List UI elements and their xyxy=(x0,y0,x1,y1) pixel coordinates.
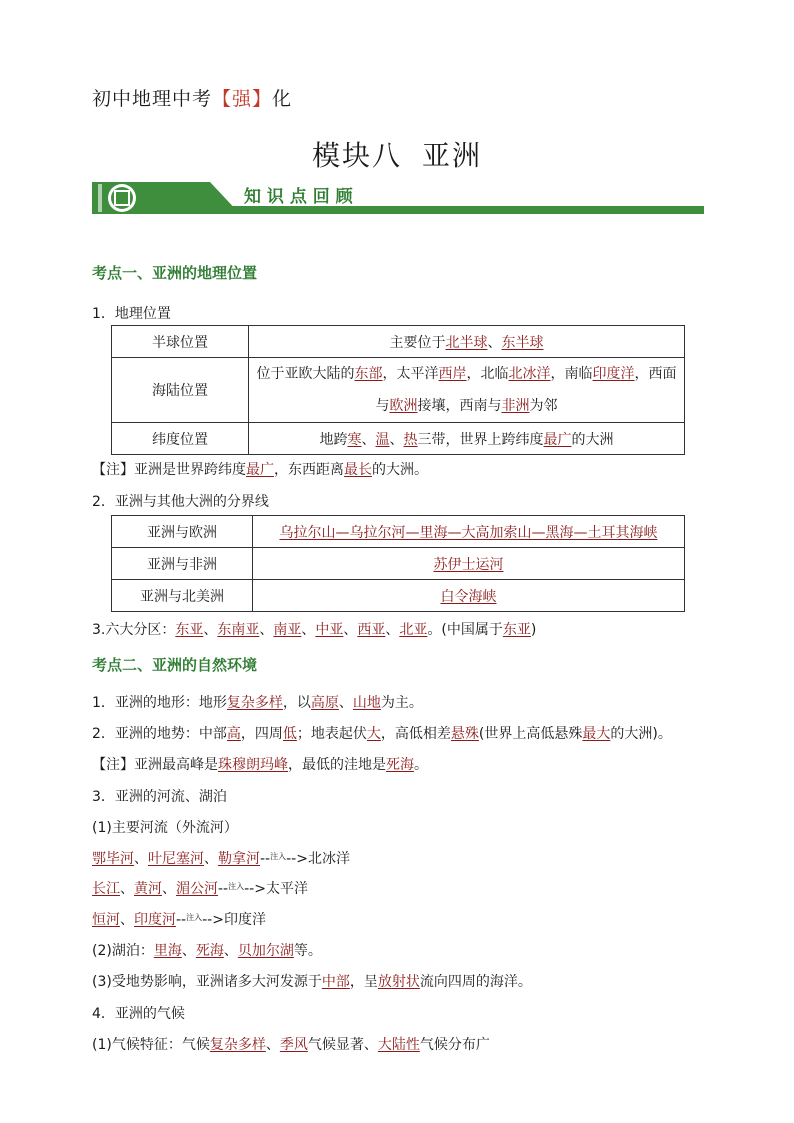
kp2-line-1: 1．亚洲的地形：地形复杂多样，以高原、山地为主。 xyxy=(92,695,423,711)
table-row xyxy=(112,548,685,580)
boundary-table xyxy=(111,515,685,612)
title-asia: 亚洲 xyxy=(422,139,483,172)
kp2-line-9: (2)湖泊：里海、死海、贝加尔湖等。 xyxy=(92,943,322,959)
kp2-line-4: 3．亚洲的河流、湖泊 xyxy=(92,789,227,805)
kp2-heading: 考点二、亚洲的自然环境 xyxy=(92,656,258,674)
kp2-line-10: (3)受地势影响，亚洲诸多大河发源于中部，呈放射状流向四周的海洋。 xyxy=(92,974,532,990)
table-key: 纬度位置 xyxy=(112,423,249,455)
kp2-line-2: 2．亚洲的地势：中部高，四周低；地表起伏大，高低相差悬殊(世界上高低悬殊最大的大洲)。 xyxy=(92,726,672,742)
table-key: 半球位置 xyxy=(112,326,249,358)
table-value: 主要位于北半球、东半球 xyxy=(249,326,685,358)
subject-prefix: 初中地理中考 xyxy=(92,88,213,110)
kp1-s1: 1．地理位置 xyxy=(92,306,171,322)
table-row xyxy=(112,516,685,548)
kp1-s2: 2．亚洲与其他大洲的分界线 xyxy=(92,494,269,510)
table-value: 白令海峡 xyxy=(253,580,685,612)
kp1-heading: 考点一、亚洲的地理位置 xyxy=(92,264,258,282)
table-row xyxy=(112,580,685,612)
subject-line xyxy=(92,84,292,111)
table-key: 海陆位置 xyxy=(112,358,249,423)
kp1-s3: 3.六大分区：东亚、东南亚、南亚、中亚、西亚、北亚。(中国属于东亚) xyxy=(92,622,537,638)
subject-bracket: 【强】 xyxy=(212,88,273,110)
kp2-line-5: (1)主要河流（外流河） xyxy=(92,820,238,836)
kp2-line-12: (1)气候特征：气候复杂多样、季风气候显著、大陆性气候分布广 xyxy=(92,1037,490,1053)
kp2-line-3: 【注】亚洲最高峰是珠穆朗玛峰，最低的洼地是死海。 xyxy=(92,757,428,773)
table-row xyxy=(112,423,685,455)
page-title xyxy=(0,134,794,174)
table-key: 亚洲与欧洲 xyxy=(112,516,253,548)
kp2-line-11: 4．亚洲的气候 xyxy=(92,1006,185,1022)
kp2-line-6: 鄂毕河、叶尼塞河、勒拿河--$^{注入}$-->北冰洋 xyxy=(92,851,350,867)
table-row xyxy=(112,358,685,423)
position-table xyxy=(111,325,685,455)
kp2-line-7: 长江、黄河、湄公河--$^{注入}$-->太平洋 xyxy=(92,881,308,897)
banner-text: 知 识 点 回 顾 xyxy=(244,187,353,207)
table-value: 乌拉尔山—乌拉尔河—里海—大高加索山—黑海—土耳其海峡 xyxy=(253,516,685,548)
kp2-line-8: 恒河、印度河--$^{注入}$-->印度洋 xyxy=(92,912,266,928)
table-value: 地跨寒、温、热三带，世界上跨纬度最广的大洲 xyxy=(249,423,685,455)
table-row xyxy=(112,326,685,358)
table-key: 亚洲与北美洲 xyxy=(112,580,253,612)
subject-suffix: 化 xyxy=(272,88,293,110)
kp1-note: 【注】亚洲是世界跨纬度最广，东西距离最长的大洲。 xyxy=(92,462,428,478)
title-module: 模块八 xyxy=(311,139,402,172)
section-banner xyxy=(92,180,704,216)
table-value: 苏伊士运河 xyxy=(253,548,685,580)
table-value: 位于亚欧大陆的东部，太平洋西岸，北临北冰洋，南临印度洋，西面 与欧洲接壤，西南与非洲为邻 xyxy=(249,358,685,423)
table-key: 亚洲与非洲 xyxy=(112,548,253,580)
